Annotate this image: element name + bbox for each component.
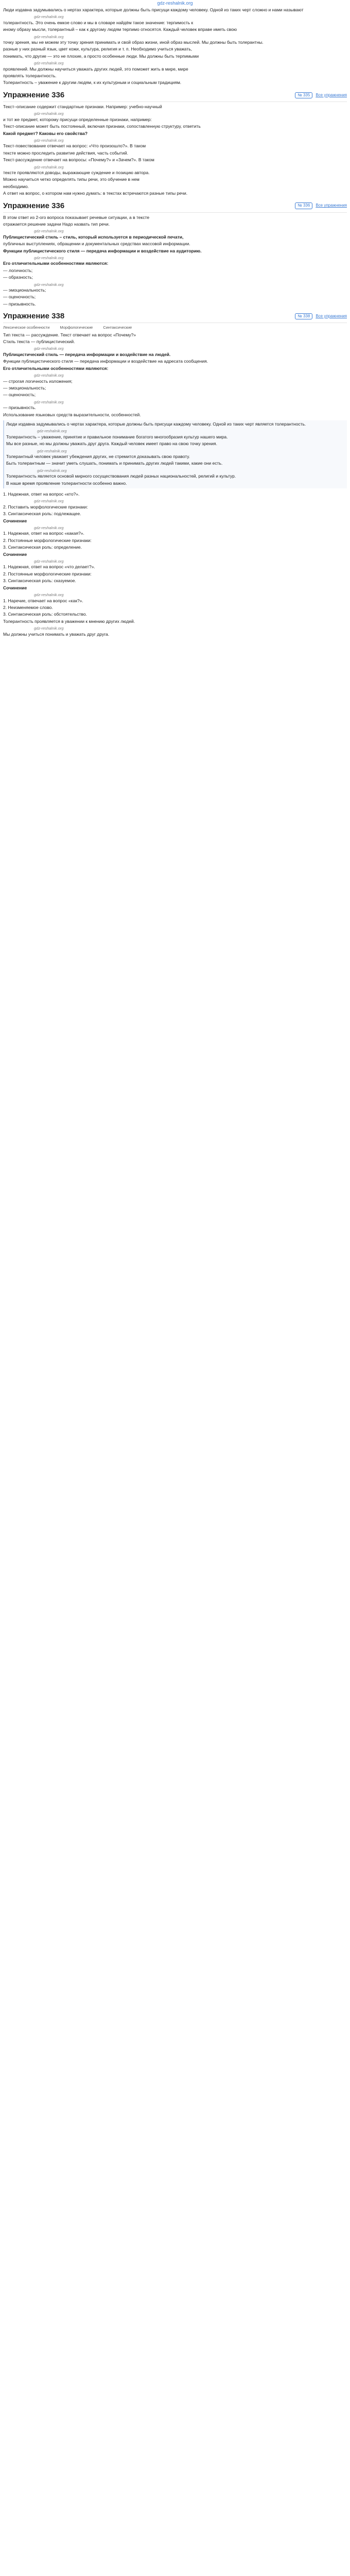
exercise-paragraph: Текст–описание содержит стандартные признаки. Например: учебно-научный <box>3 104 162 109</box>
watermark: gdz-reshalnik.org <box>34 256 64 260</box>
table-header-cell: Морфологические <box>60 325 93 330</box>
essay-paragraph: Быть толерантным — значит уметь слушать, понимать и принимать других людей такими, какие они есть. <box>6 461 223 466</box>
closing-paragraph: Толерантность проявляется в уважении к мнению других людей. <box>3 618 135 624</box>
watermark: gdz-reshalnik.org <box>37 468 67 473</box>
intro-paragraph: точку зрения, мы не можем эту точку зрения принимать и свой образ жизни, иной образ мыслей. Мы должны быть толерантны. <box>3 40 264 45</box>
exercise-paragraph: В этом ответ из 2-ого вопроса показывает речевые ситуации, а в тексте <box>3 214 150 220</box>
watermark: gdz-reshalnik.org <box>34 282 64 287</box>
watermark: gdz-reshalnik.org <box>34 626 64 631</box>
watermark: gdz-reshalnik.org <box>34 499 64 504</box>
exercise-paragraph: публичных выступлениях, обращении и документальных средствах массовой информации. <box>3 241 190 247</box>
exercise-paragraph: Текст-повествование отвечает на вопрос: «Что произошло?». В таком <box>3 143 146 149</box>
analysis-item: 3. Синтаксическая роль: определение. <box>3 545 82 550</box>
analysis-item: 2. Постоянные морфологические признаки: <box>3 537 92 543</box>
essay-paragraph: В наше время проявление толерантности особенно важно. <box>6 480 127 486</box>
features-table-header <box>3 325 347 330</box>
exercise-meta <box>295 202 347 209</box>
intro-paragraph: проявлений. Мы должны научиться уважать других людей, это поможет жить в мире, мире <box>3 66 188 72</box>
exercise-paragraph: — эмоциональность; <box>3 287 46 293</box>
exercise-paragraph: Стиль текста — публицистический. <box>3 339 75 345</box>
intro-paragraph: Толерантность – уважение к другим людям, к их культурным и социальным традициям. <box>3 80 182 86</box>
analysis-item: 3. Синтаксическая роль: подлежащее. <box>3 511 81 517</box>
exercise-paragraph: Функции публицистического стиля — передача информации и воздействие на адресата сообщения. <box>3 359 208 364</box>
exercise-paragraph: — призывность. <box>3 405 36 411</box>
exercise-paragraph: Его отличительными особенностями являются: <box>3 365 109 371</box>
exercise-paragraph: Функции публицистического стиля — передача информации и воздействие на аудиторию. <box>3 248 202 253</box>
analysis-heading: Сочинение <box>3 551 27 557</box>
watermark: gdz-reshalnik.org <box>34 111 64 116</box>
exercise-paragraph: Можно научиться четко определять типы речи, это обучение в нем <box>3 177 139 182</box>
all-exercises-link[interactable]: Все упражнения <box>316 314 347 319</box>
intro-paragraph: иному образу мысли, толерантный – как к другому людям терпимо относятся. Каждый человек вправе иметь свою <box>3 27 237 32</box>
exercise-title: Упражнение 338 <box>3 312 65 321</box>
exercise-paragraph: А ответ на вопрос, о котором нам нужно думать: в текстах встречаются разные типы речи. <box>3 191 188 196</box>
exercise-meta <box>295 313 347 319</box>
intro-paragraph: понимать, что другие — это не плохие, а просто особенные люди. Мы должны быть терпимыми <box>3 53 199 59</box>
analysis-item: 1. Надежная, ответ на вопрос «какая?». <box>3 531 84 536</box>
exercise-paragraph: Текст-описание может быть постоянный, включая признаки, сопоставленную структуру, ответить <box>3 124 201 129</box>
exercise-body <box>3 215 347 307</box>
main-content <box>0 6 350 637</box>
exercise-body <box>3 332 347 417</box>
essay-paragraph: Толерантность – уважение, принятие и правильное понимание богатого многообразия культур нашего мира. <box>6 434 228 439</box>
exercise-number-badge[interactable]: № 335 <box>295 92 312 98</box>
intro-paragraph: Люди издавна задумывались о нертах характера, которые должны быть присущи каждому человеку. Одной из таких черт сложно и нами называют <box>3 7 304 12</box>
analysis-item: 1. Наречие, отвечает на вопрос «как?». <box>3 598 83 603</box>
watermark: gdz-reshalnik.org <box>34 34 64 39</box>
exercise-paragraph: и тот же предмет, которому присущи определенные признаки, например: <box>3 116 152 122</box>
watermark: gdz-reshalnik.org <box>34 399 64 404</box>
watermark: gdz-reshalnik.org <box>34 526 64 531</box>
analysis-item: 2. Поставить морфологические признаки: <box>3 504 88 510</box>
analysis-item: 2. Неизменяемое слово. <box>3 604 53 610</box>
exercise-header <box>3 312 347 323</box>
analysis-list <box>3 492 347 617</box>
exercise-paragraph: необходимо. <box>3 183 29 189</box>
analysis-item: 1. Надежная, ответ на вопрос «кто?». <box>3 492 80 497</box>
exercise-paragraph: тексте можно проследить развитие действия, часть событий. <box>3 150 128 156</box>
exercise-paragraph: Публицистический стиль — передача информации и воздействие на людей. <box>3 351 171 357</box>
analysis-heading: Сочинение <box>3 518 27 523</box>
watermark: gdz-reshalnik.org <box>34 164 64 170</box>
exercise-title: Упражнение 336 <box>3 90 65 99</box>
exercise-paragraph: Его отличительными особенностями являются: <box>3 261 109 266</box>
watermark: gdz-reshalnik.org <box>34 14 64 20</box>
exercise-paragraph: тексте проявляются доводы, выражающие суждение и позицию автора. <box>3 170 150 175</box>
exercise-paragraph: — оценочность; <box>3 294 36 300</box>
closing-section <box>3 619 347 637</box>
exercise-paragraph: — оценочность; <box>3 392 36 398</box>
exercise-paragraph: Использование языковых средств выразительности, особенностей. <box>3 412 141 417</box>
exercise-paragraph: — призывность. <box>3 301 36 307</box>
exercise-paragraph: — образность; <box>3 275 33 280</box>
exercise-meta <box>295 92 347 98</box>
essay-paragraph: Толерантный человек уважает убеждения других, не стремится доказывать свою правоту. <box>6 453 190 459</box>
exercise-number-badge[interactable]: № 336 <box>295 202 312 209</box>
essay-paragraph: Толерантность является основой мирного сосуществования людей разных национальностей, религий и культур. <box>6 473 236 479</box>
exercise-title: Упражнение 336 <box>3 201 65 210</box>
watermark: gdz-reshalnik.org <box>34 373 64 378</box>
exercise-paragraph: — строгая логичность изложения; <box>3 378 73 384</box>
exercise-header <box>3 201 347 213</box>
exercise-paragraph: Текст-рассуждение отвечает на вопросы: «Почему?» и «Зачем?». В таком <box>3 157 154 163</box>
watermark: gdz-reshalnik.org <box>37 429 67 434</box>
watermark: gdz-reshalnik.org <box>37 448 67 453</box>
intro-section <box>3 7 347 86</box>
watermark: gdz-reshalnik.org <box>34 592 64 598</box>
exercise-paragraph: — эмоциональность; <box>3 385 46 391</box>
essay-paragraph: Мы все разные, но мы должны уважать друг друга. Каждый человек имеет право на свою точку зрения. <box>6 441 217 447</box>
analysis-item: 2. Постоянные морфологические признаки: <box>3 571 92 577</box>
exercise-header <box>3 91 347 102</box>
watermark: gdz-reshalnik.org <box>34 229 64 234</box>
all-exercises-link[interactable]: Все упражнения <box>316 92 347 97</box>
essay-paragraph: Люди издавна задумывались о чертах характера, которые должны быть присущи каждому человеку. Одной из таких черт является толерантность. <box>6 421 306 427</box>
exercise-paragraph: Публицистический стиль – стиль, который используется в периодической печати, <box>3 234 184 240</box>
exercise-body <box>3 104 347 196</box>
analysis-item: 3. Синтаксическая роль: сказуемое. <box>3 578 76 584</box>
table-header-cell: Лексическое особенности <box>3 325 50 330</box>
exercise-paragraph: отражается решение задачи Надо назвать тип речи. <box>3 221 110 227</box>
intro-paragraph: проявлять толерантность. <box>3 73 57 79</box>
watermark: gdz-reshalnik.org <box>34 346 64 351</box>
exercise-paragraph: Тип текста — рассуждение. Текст отвечает на вопрос «Почему?» <box>3 332 136 337</box>
watermark: gdz-reshalnik.org <box>34 61 64 66</box>
all-exercises-link[interactable]: Все упражнения <box>316 203 347 208</box>
exercise-number-badge[interactable]: № 338 <box>295 313 312 319</box>
watermark: gdz-reshalnik.org <box>34 138 64 143</box>
essay-block <box>3 420 347 488</box>
table-header-cell: Синтаксические <box>103 325 132 330</box>
closing-paragraph: Мы должны учиться понимать и уважать друг друга. <box>3 631 110 637</box>
exercise-paragraph: Какой предмет? Каковы его свойства? <box>3 130 88 136</box>
watermark: gdz-reshalnik.org <box>34 559 64 564</box>
analysis-item: 1. Надежная, ответ на вопрос «что делает?». <box>3 564 95 570</box>
intro-paragraph: разные у них разный язык, цвет кожи, культура, религия и т. п. Необходимо учиться уважать, <box>3 46 192 52</box>
analysis-item: 3. Синтаксическая роль: обстоятельство. <box>3 612 87 617</box>
exercise-paragraph: — логичность; <box>3 267 33 273</box>
site-header[interactable]: gdz-reshalnik.org <box>157 1 193 6</box>
intro-paragraph: толерантность. Это очень емкое слово и мы в словаре найдём такое значение: терпимость к <box>3 20 194 25</box>
analysis-heading: Сочинение <box>3 585 27 590</box>
